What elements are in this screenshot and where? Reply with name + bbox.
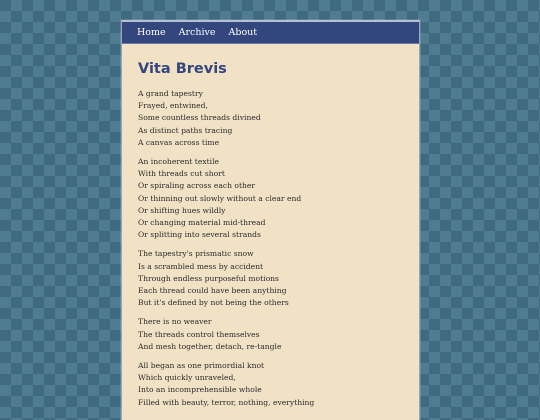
poem-line: Filled with beauty, terror, nothing, everything [138,397,315,407]
poem-line: A grand tapestry [138,89,203,98]
poem-line: With threads cut short [138,169,225,179]
poem-line: Or spiraling across each other [138,181,256,191]
top-nav [122,20,419,44]
poem-line: Frayed, entwined, [138,101,208,111]
nav-about-link[interactable]: About [228,27,258,38]
poem-line: Some countless threads divined [138,113,261,123]
nav-archive-link[interactable]: Archive [178,27,216,38]
poem-line: Which quickly unraveled, [138,373,236,383]
poem-line: And mesh together, detach, re-tangle [138,341,282,351]
poem-line: A canvas across time [138,137,220,147]
content-panel [121,20,420,420]
poem-line: Or shifting hues wildly [138,205,226,215]
nav-home-link[interactable]: Home [137,27,166,38]
poem-line: Or changing material mid-thread [138,218,266,228]
poem-line: The tapestry's prismatic snow [138,249,254,259]
stanza [138,88,408,149]
poem-line: Is a scrambled mess by accident [138,261,264,271]
poem-line: The threads control themselves [138,329,260,339]
post-title: Vita Brevis [138,61,227,77]
poem-line: Through endless purposeful motions [138,273,279,283]
stanza [138,316,408,353]
poem-body [138,88,408,416]
stanza [138,248,408,309]
stanza [138,360,408,409]
poem-line: Or splitting into several strands [138,230,261,240]
poem-line: Or thinning out slowly without a clear end [138,193,302,203]
poem-line: All began as one primordial knot [138,361,265,371]
stanza [138,156,408,241]
poem-line: But it's defined by not being the others [138,298,289,308]
poem-line: Each thread could have been anything [138,286,287,296]
poem-line: There is no weaver [138,317,212,327]
poem-line: As distinct paths tracing [138,125,233,135]
poem-line: Into an incomprehensible whole [138,385,262,395]
poem-line: An incoherent textile [138,157,220,167]
